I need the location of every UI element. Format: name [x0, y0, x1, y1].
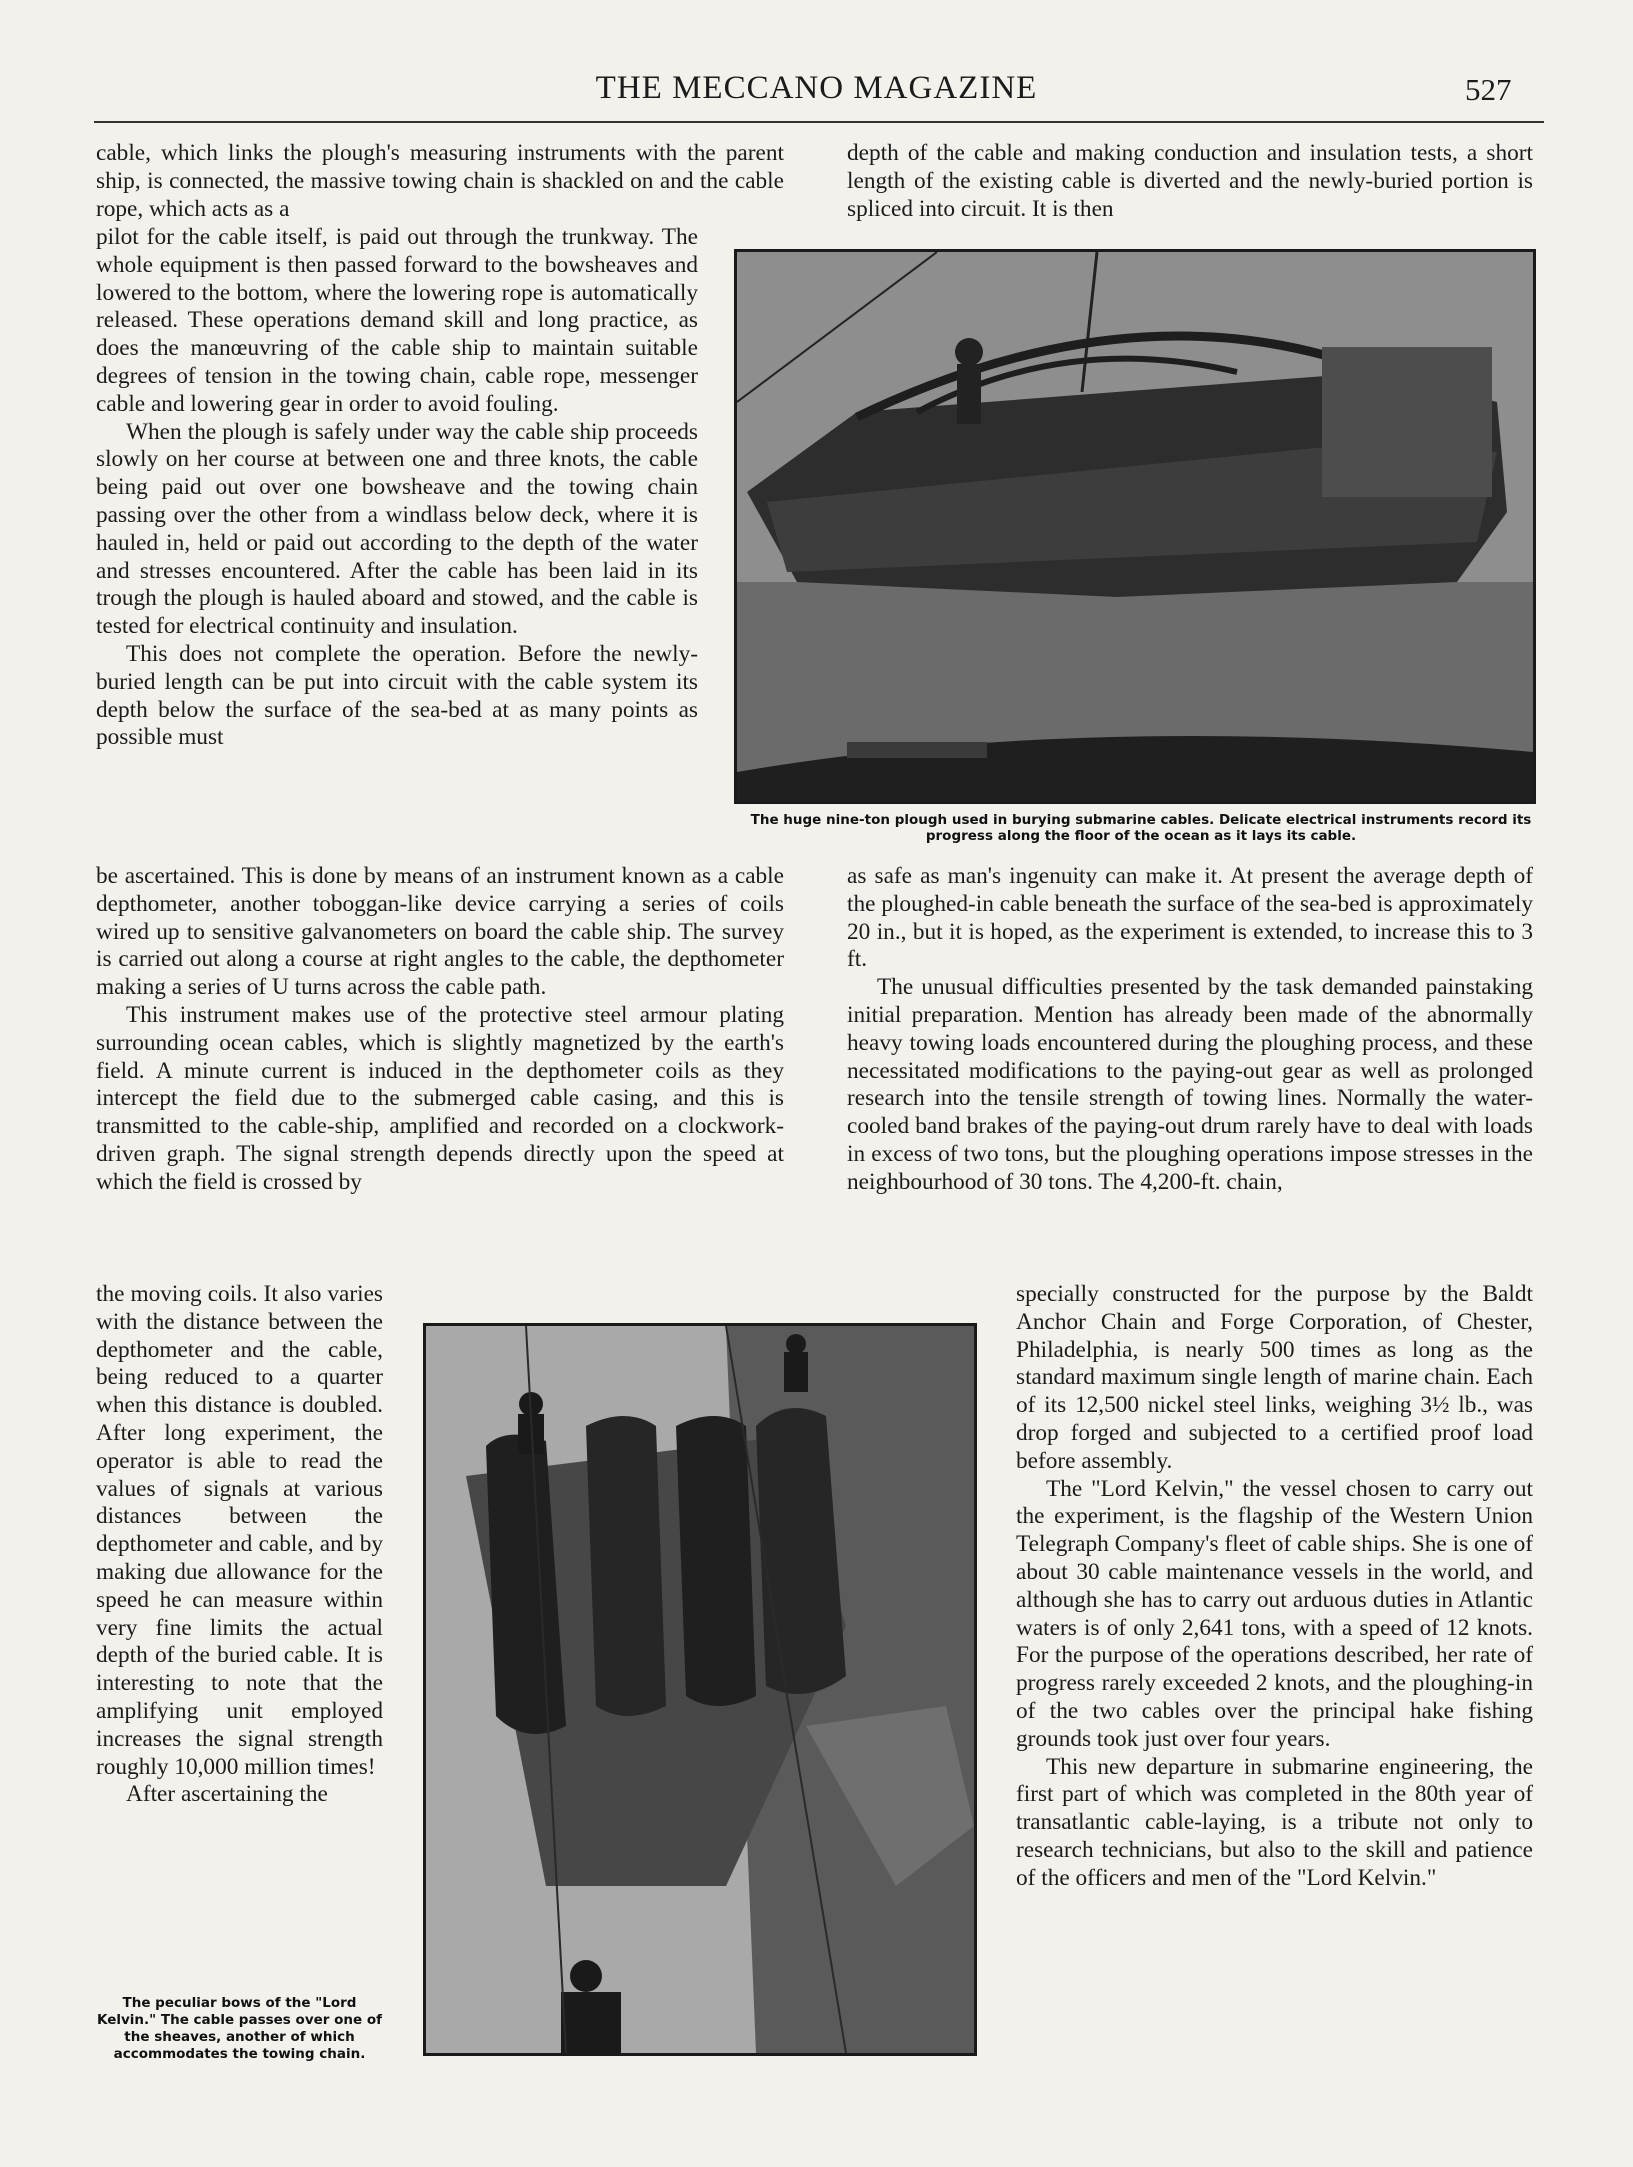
plough-photo-caption: The huge nine-ton plough used in burying submarine cables. Delicate electrical instruments record its progress along the floor of the ocean as it lays its cable. — [750, 812, 1532, 844]
right-column-top — [847, 140, 1533, 223]
paragraph: specially constructed for the purpose by the Baldt Anchor Chain and Forge Corporation, of Chester, Philadelphia, is nearly 500 times as long as the standard maximum single length of marine chain. Each of its 12,500 nickel steel links, weighing 3½ lb., was drop forged and subjected to a certified proof load before assembly. — [1016, 1281, 1533, 1474]
right-column-bottom — [1016, 1281, 1533, 1893]
plough-photo — [734, 249, 1536, 804]
paragraph: The unusual difficulties presented by the task demanded painstaking initial preparation. Mention has already been made of the abnormally heavy towing loads encountered during the ploughing process, and these necessitated modifications to the paying-out gear as well as prolonged research into the tensile strength of towing lines. Normally the water-cooled band brakes of the paying-out drum rarely have to deal with loads in excess of two tons, but the ploughing operations impose stresses in the neighbourhood of 30 tons. The 4,200-ft. chain, — [847, 974, 1533, 1195]
paragraph: pilot for the cable itself, is paid out through the trunkway. The whole equipment is then passed forward to the bowsheaves and lowered to the bottom, where the lowering rope is automatically released. These operations demand skill and long practice, as does the manœuvring of the cable ship to maintain suitable degrees of tension in the towing chain, cable rope, messenger cable and lowering gear in order to avoid fouling. — [96, 224, 698, 417]
paragraph: the moving coils. It also varies with the distance between the depthometer and the cable, being reduced to a quarter when this distance is doubled. After long experiment, the operator is able to read the values of signals at various distances between the depthometer and cable, and by making due allowance for the speed he can measure within very fine limits the actual depth of the buried cable. It is interesting to note that the amplifying unit employed increases the signal strength roughly 10,000 million times! — [96, 1281, 383, 1780]
left-column-bottom — [96, 1281, 383, 1809]
left-column-top — [96, 140, 784, 223]
paragraph: This new departure in submarine engineering, the first part of which was completed in the 80th year of transatlantic cable-laying, is a tribute not only to research technicians, but also to the skill and patience of the officers and men of the "Lord Kelvin." — [1016, 1753, 1533, 1891]
paragraph: This does not complete the operation. Before the newly-buried length can be put into circuit with the cable system its depth below the surface of the sea-bed at as many points as possible must — [96, 640, 698, 751]
left-column-narrow — [96, 224, 698, 752]
paragraph: depth of the cable and making conduction and insulation tests, a short length of the existing cable is diverted and the newly-buried portion is spliced into circuit. It is then — [847, 140, 1533, 222]
page-number: 527 — [1465, 72, 1512, 107]
paragraph: When the plough is safely under way the cable ship proceeds slowly on her course at between one and three knots, the cable being paid out over one bowsheave and the towing chain passing over the other from a windlass below deck, where it is hauled in, held or paid out according to the depth of the water and stresses encountered. After the cable has been laid in its trough the plough is hauled aboard and stowed, and the cable is tested for electrical continuity and insulation. — [96, 418, 698, 640]
plough-illustration — [737, 252, 1533, 801]
paragraph: The "Lord Kelvin," the vessel chosen to carry out the experiment, is the flagship of the Western Union Telegraph Company's fleet of cable ships. She is one of about 30 cable maintenance vessels in the world, and although she has to carry out arduous duties in Atlantic waters is of only 2,641 tons, with a speed of 12 knots. For the purpose of the operations described, her rate of progress rarely exceeded 2 knots, and the ploughing-in of the two cables over the principal hake fishing grounds took just over four years. — [1016, 1475, 1533, 1752]
left-column-full — [96, 863, 784, 1197]
paragraph: be ascertained. This is done by means of an instrument known as a cable depthometer, another toboggan-like device carrying a series of coils wired up to sensitive galvanometers on board the cable ship. The survey is carried out along a course at right angles to the cable, the depthometer making a series of U turns across the cable path. — [96, 863, 784, 1001]
bows-photo-caption: The peculiar bows of the "Lord Kelvin." The cable passes over one of the sheaves, another of which accommodates the towing chain. — [96, 1995, 383, 2062]
running-header-title: THE MECCANO MAGAZINE — [595, 70, 1038, 106]
bows-photo — [423, 1323, 977, 2056]
header-rule — [94, 121, 1544, 123]
paragraph: This instrument makes use of the protective steel armour plating surrounding ocean cables, which is slightly magnetized by the earth's field. A minute current is induced in the depthometer coils as they intercept the field due to the submerged cable casing, and this is transmitted to the cable-ship, amplified and recorded on a clockwork-driven graph. The signal strength depends directly upon the speed at which the field is crossed by — [96, 1001, 784, 1195]
paragraph: After ascertaining the — [126, 1781, 328, 1808]
bows-illustration — [426, 1326, 974, 2053]
right-column-mid — [847, 863, 1533, 1197]
paragraph: as safe as man's ingenuity can make it. At present the average depth of the ploughed-in cable beneath the surface of the sea-bed is approximately 20 in., but it is hoped, as the experiment is extended, to increase this to 3 ft. — [847, 863, 1533, 973]
paragraph: cable, which links the plough's measuring instruments with the parent ship, is connected, the massive towing chain is shackled on and the cable rope, which acts as a — [96, 140, 784, 222]
